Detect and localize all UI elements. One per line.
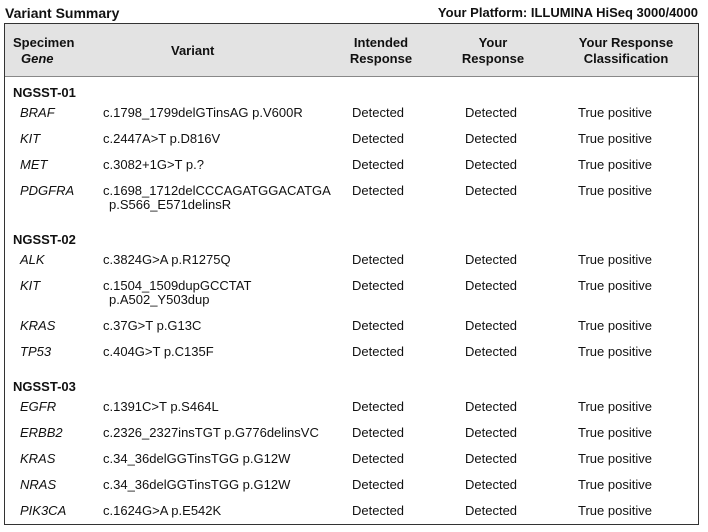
variant-text: c.37G>T p.G13C — [103, 318, 202, 333]
table-row — [5, 400, 698, 426]
table-row — [5, 253, 698, 279]
variant-text: c.34_36delGGTinsTGG p.G12W — [103, 451, 291, 466]
response-cell: Detected — [465, 425, 518, 440]
classification-cell: True positive — [578, 131, 652, 146]
classification-cell: True positive — [578, 477, 652, 492]
classification-cell: True positive — [578, 503, 652, 518]
intended-cell: Detected — [352, 477, 405, 492]
variant-text: p.S566_E571delinsR — [109, 197, 232, 212]
gene-cell: BRAF — [20, 105, 55, 120]
table-row — [5, 319, 698, 345]
classification-cell: True positive — [578, 183, 652, 198]
gene-cell: ALK — [20, 252, 45, 267]
intended-cell: Detected — [352, 131, 405, 146]
response-cell: Detected — [465, 503, 518, 518]
header-gene-label: Gene — [21, 51, 54, 66]
table-header — [5, 24, 698, 77]
variant-text: c.2326_2327insTGT p.G776delinsVC — [103, 425, 319, 440]
intended-cell: Detected — [352, 183, 405, 198]
table-row — [5, 426, 698, 452]
page-title: Variant Summary — [5, 5, 120, 21]
header-intended: Intended Response — [349, 35, 413, 66]
specimen-name: NGSST-02 — [13, 232, 76, 247]
intended-cell: Detected — [352, 503, 405, 518]
classification-cell: True positive — [578, 278, 652, 293]
gene-cell: NRAS — [20, 477, 57, 492]
specimen-group — [5, 86, 698, 224]
gene-cell: ERBB2 — [20, 425, 63, 440]
gene-cell: PDGFRA — [20, 183, 75, 198]
platform-label: Your Platform: ILLUMINA HiSeq 3000/4000 — [437, 5, 698, 20]
gene-cell: EGFR — [20, 399, 57, 414]
variant-text: c.2447A>T p.D816V — [103, 131, 221, 146]
table-row — [5, 279, 698, 319]
gene-cell: KRAS — [20, 318, 56, 333]
table-row — [5, 184, 698, 224]
header-specimen — [13, 35, 74, 67]
intended-cell: Detected — [352, 318, 405, 333]
response-cell: Detected — [465, 157, 518, 172]
variant-text: c.1798_1799delGTinsAG p.V600R — [103, 105, 303, 120]
table-row — [5, 158, 698, 184]
response-cell: Detected — [465, 131, 518, 146]
intended-cell: Detected — [352, 105, 405, 120]
variant-text: c.3082+1G>T p.? — [103, 157, 204, 172]
table-row — [5, 345, 698, 371]
classification-cell: True positive — [578, 399, 652, 414]
intended-cell: Detected — [352, 344, 405, 359]
table-body — [5, 86, 698, 530]
gene-cell: PIK3CA — [20, 503, 67, 518]
gene-cell: KIT — [20, 131, 41, 146]
gene-cell: KRAS — [20, 451, 56, 466]
specimen-name: NGSST-01 — [13, 85, 76, 100]
table-row — [5, 452, 698, 478]
classification-cell: True positive — [578, 425, 652, 440]
response-cell: Detected — [465, 278, 518, 293]
intended-cell: Detected — [352, 252, 405, 267]
classification-cell: True positive — [578, 157, 652, 172]
table-row — [5, 478, 698, 504]
gene-cell: KIT — [20, 278, 41, 293]
response-cell: Detected — [465, 105, 518, 120]
variant-text: c.1624G>A p.E542K — [103, 503, 222, 518]
classification-cell: True positive — [578, 105, 652, 120]
classification-cell: True positive — [578, 318, 652, 333]
classification-cell: True positive — [578, 252, 652, 267]
specimen-name: NGSST-03 — [13, 379, 76, 394]
header-variant: Variant — [171, 43, 215, 58]
variant-text: c.1698_1712delCCCAGATGGACATGA — [103, 183, 331, 198]
table-row — [5, 106, 698, 132]
response-cell: Detected — [465, 344, 518, 359]
intended-cell: Detected — [352, 425, 405, 440]
specimen-group — [5, 233, 698, 371]
response-cell: Detected — [465, 252, 518, 267]
variant-summary-table — [4, 23, 699, 525]
classification-cell: True positive — [578, 451, 652, 466]
specimen-group — [5, 380, 698, 530]
intended-cell: Detected — [352, 451, 405, 466]
variant-text: c.1504_1509dupGCCTAT — [103, 278, 252, 293]
header-your-response: Your Response — [461, 35, 525, 66]
variant-text: c.1391C>T p.S464L — [103, 399, 219, 414]
variant-text: c.404G>T p.C135F — [103, 344, 214, 359]
table-row — [5, 132, 698, 158]
variant-text: c.3824G>A p.R1275Q — [103, 252, 231, 267]
response-cell: Detected — [465, 183, 518, 198]
response-cell: Detected — [465, 399, 518, 414]
header-specimen-label: Specimen — [13, 35, 75, 50]
header-classification: Your Response Classification — [578, 35, 674, 66]
intended-cell: Detected — [352, 278, 405, 293]
gene-cell: MET — [20, 157, 48, 172]
intended-cell: Detected — [352, 399, 405, 414]
response-cell: Detected — [465, 451, 518, 466]
variant-text: c.34_36delGGTinsTGG p.G12W — [103, 477, 291, 492]
response-cell: Detected — [465, 477, 518, 492]
classification-cell: True positive — [578, 344, 652, 359]
table-row — [5, 504, 698, 530]
intended-cell: Detected — [352, 157, 405, 172]
variant-text: p.A502_Y503dup — [109, 292, 210, 307]
response-cell: Detected — [465, 318, 518, 333]
gene-cell: TP53 — [20, 344, 52, 359]
